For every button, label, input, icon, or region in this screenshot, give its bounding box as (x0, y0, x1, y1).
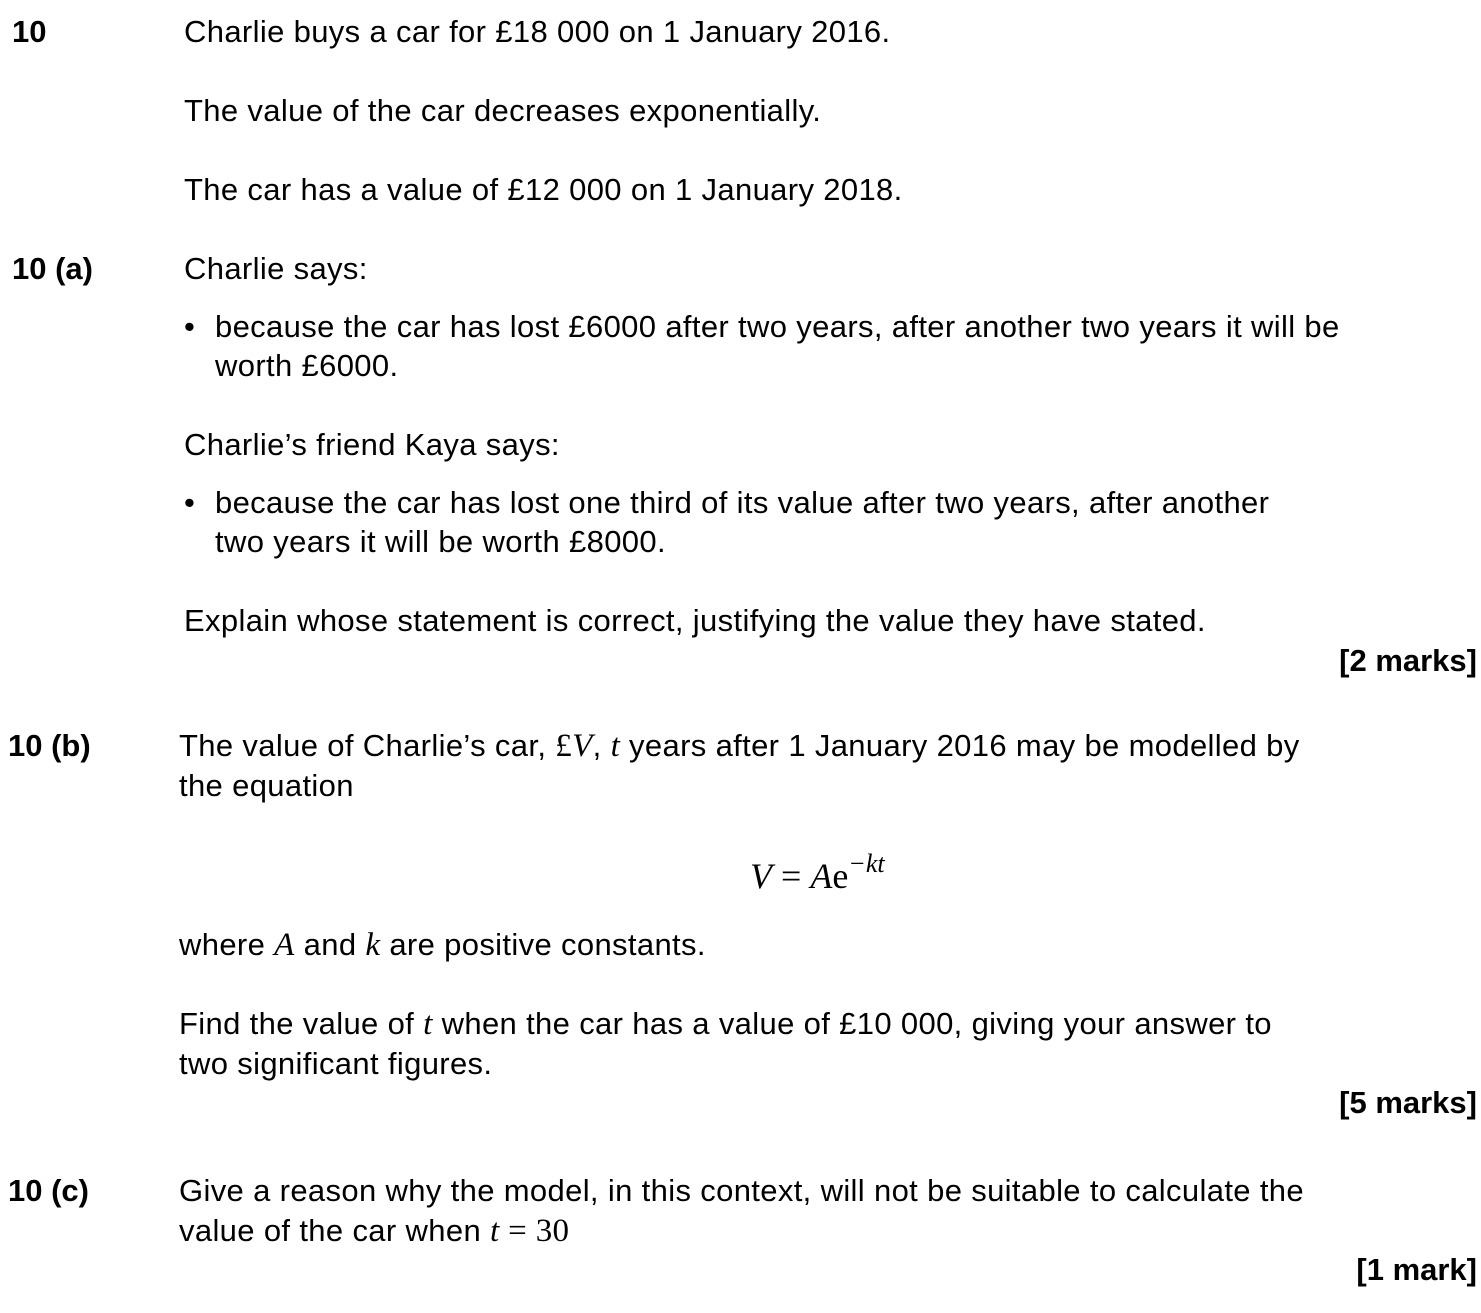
equation-equals: = (772, 856, 811, 896)
part-c-text-a: value of the car when (179, 1213, 490, 1248)
stem-line-1: Charlie buys a car for £18 000 on 1 January 2016. (184, 14, 891, 49)
part-b-find-line-2: two significant figures. (179, 1046, 493, 1081)
part-c-line-1: Give a reason why the model, in this context, will not be suitable to calculate the (179, 1173, 1304, 1208)
part-a-intro-charlie: Charlie says: (184, 251, 368, 286)
charlie-statement-line-1: because the car has lost £6000 after two years, after another two years it will be (215, 309, 1340, 344)
kaya-statement-line-2: two years it will be worth £8000. (215, 524, 666, 559)
where-text-a: where (179, 927, 275, 962)
equation-lhs: V (750, 856, 772, 896)
question-number: 10 (12, 14, 47, 49)
part-a-intro-kaya: Charlie’s friend Kaya says: (184, 427, 560, 462)
part-b-line-1 (179, 726, 1300, 766)
bullet-dot-icon: • (184, 309, 195, 344)
part-c-equals-30: = 30 (499, 1213, 570, 1249)
charlie-statement-line-2: worth £6000. (215, 348, 399, 383)
part-a-question: Explain whose statement is correct, justifying the value they have stated. (184, 603, 1206, 638)
variable-a: A (274, 927, 295, 963)
part-a-marks: [2 marks] (1339, 643, 1477, 678)
variable-k: k (365, 927, 381, 963)
part-c-line-2 (179, 1211, 569, 1251)
part-b-line-2: the equation (179, 768, 354, 803)
bullet-dot-icon: • (184, 485, 195, 520)
equation-exponent: −kt (848, 849, 885, 878)
variable-v: V (572, 728, 593, 764)
part-b-label: 10 (b) (8, 728, 91, 763)
part-b-marks: [5 marks] (1339, 1085, 1477, 1120)
variable-t: t (423, 1006, 433, 1042)
find-text-a: Find the value of (179, 1006, 424, 1041)
equation-e: e (832, 856, 849, 896)
find-text-b: when the car has a value of £10 000, giving your answer to (432, 1006, 1272, 1041)
pound-symbol: £ (555, 728, 573, 764)
where-text-b: are positive constants. (380, 927, 706, 962)
part-a-label: 10 (a) (12, 251, 93, 286)
stem-line-3: The car has a value of £12 000 on 1 January 2018. (184, 172, 903, 207)
part-b-where (179, 925, 706, 965)
part-b-find-line-1 (179, 1004, 1272, 1044)
variable-t: t (490, 1213, 500, 1249)
part-b-line-1-text-b: years after 1 January 2016 may be modelled by (620, 728, 1300, 763)
kaya-statement-line-1: because the car has lost one third of its value after two years, after another (215, 485, 1270, 520)
part-c-marks: [1 mark] (1356, 1252, 1477, 1287)
variable-t: t (610, 728, 621, 764)
part-c-label: 10 (c) (8, 1173, 89, 1208)
part-b-line-1-text-a: The value of Charlie’s car, (179, 728, 556, 763)
equation-constant-a: A (810, 856, 833, 896)
where-and: and (294, 927, 366, 962)
model-equation (750, 842, 885, 898)
stem-line-2: The value of the car decreases exponentially. (184, 93, 822, 128)
comma: , (592, 728, 611, 763)
